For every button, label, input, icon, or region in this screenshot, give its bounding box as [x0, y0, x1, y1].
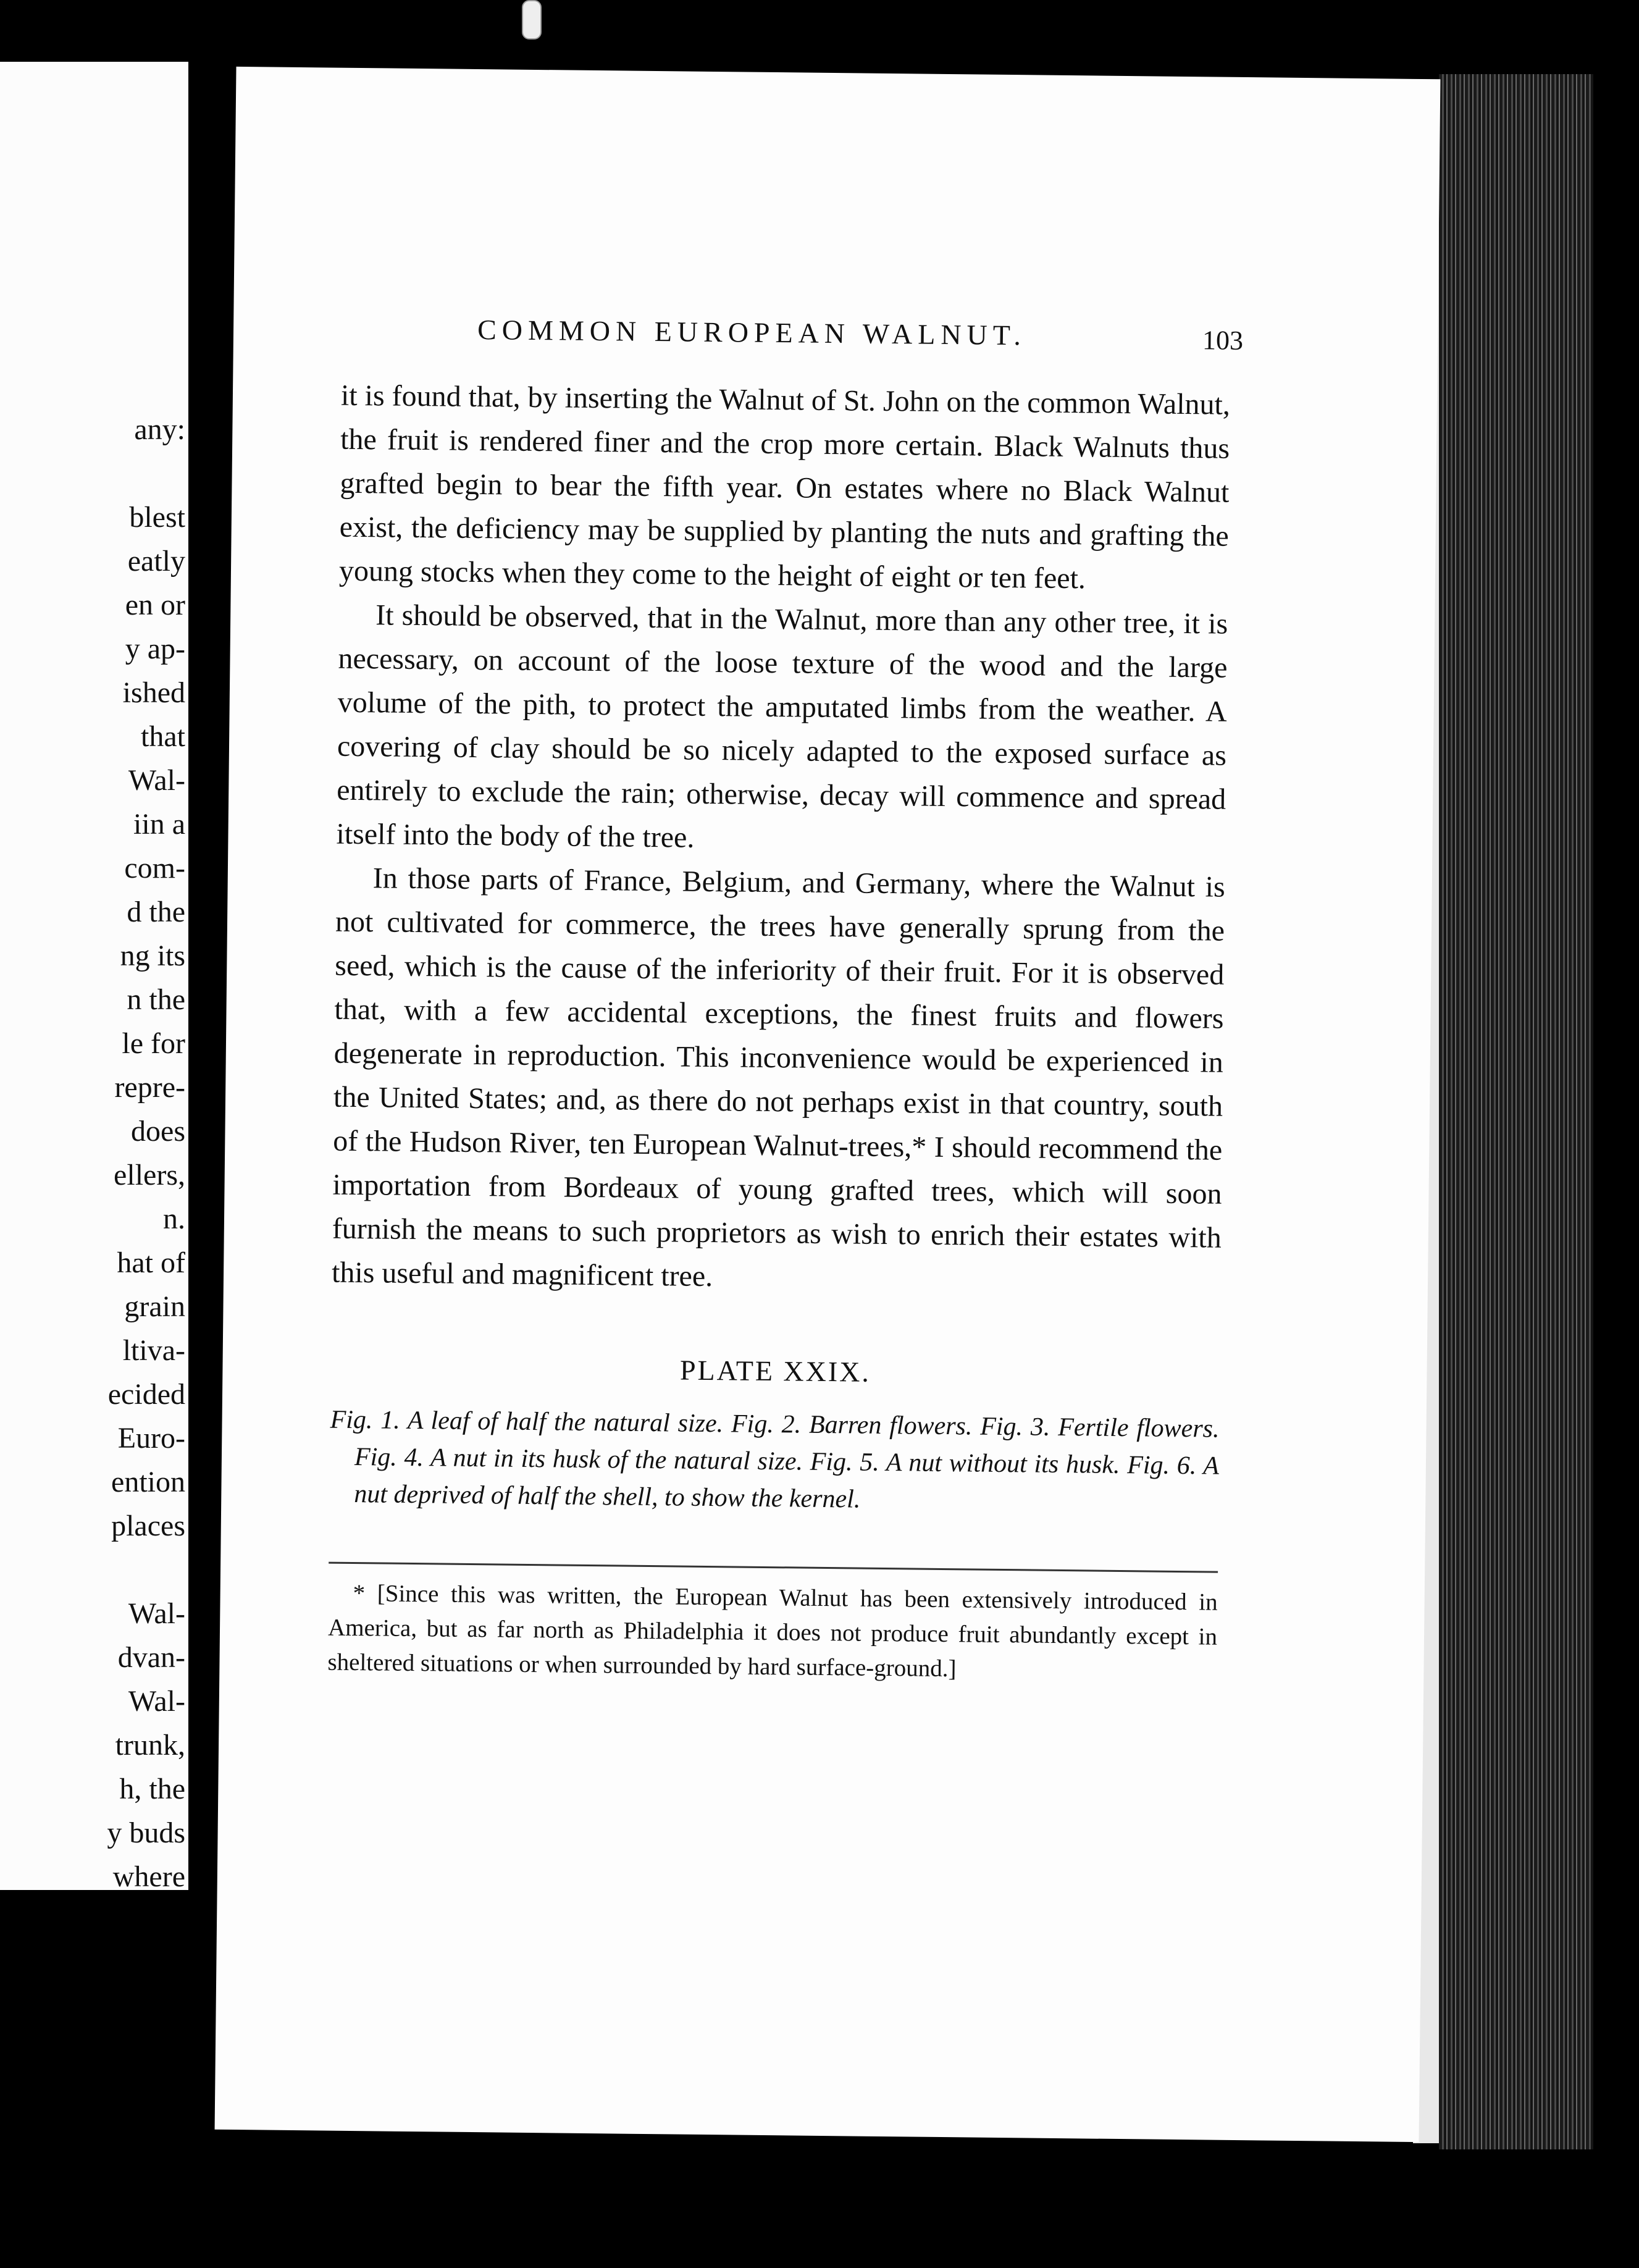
- footnote: * [Since this was written, the European Walnut has been extensively introduced in America, but as far north as Philadelphia it does not produce fruit abundantly except in sheltered situations or when surrounded by hard surface-ground.]: [327, 1579, 1218, 1682]
- left-line: y ap-: [125, 632, 185, 665]
- left-line: d the: [127, 896, 185, 928]
- plate-caption: Fig. 1. A leaf of half the natural size. Fig. 2. Barren flowers. Fig. 3. Fertile flowers. Fig. 4. A nut in its husk of the natural size. Fig. 5. A nut without its husk. Fig. 6. A nut deprived of half the shell, to show the kernel.: [330, 1405, 1220, 1514]
- left-line: blest: [129, 501, 185, 534]
- paragraph: It should be observed, that in the Walnut, more than any other tree, it is necessary, on account of the loose texture of the wood and the large volume of the pith, to protect the amputated limbs from the weather. A covering of clay should be so nicely adapted to the exposed surface as entirely to exclude the rain; otherwise, decay will commence and spread itself into the body of the tree.: [336, 598, 1228, 854]
- left-line: Wal-: [128, 764, 185, 797]
- left-page: [0, 62, 188, 1893]
- left-line: en or: [125, 589, 185, 621]
- left-line: ng its: [120, 939, 185, 972]
- left-line: where: [112, 1860, 185, 1893]
- running-head: [342, 312, 1244, 364]
- left-line: h, the: [119, 1773, 185, 1805]
- left-line: Wal-: [128, 1685, 185, 1718]
- left-page-text: [0, 408, 185, 1899]
- plate-heading: PLATE XXIX.: [679, 1354, 871, 1388]
- left-line: any:: [134, 413, 185, 446]
- page-edges: [1439, 74, 1593, 2149]
- running-title: COMMON EUROPEAN WALNUT.: [477, 313, 1027, 351]
- left-line: ished: [122, 676, 185, 709]
- left-line: n.: [163, 1203, 185, 1235]
- left-line: Euro-: [117, 1422, 185, 1455]
- paragraph: it is found that, by inserting the Walnut of St. John on the common Walnut, the fruit is rendered finer and the crop more certain. Black Walnuts thus grafted begin to bear the fifth year. On estates where no Black Walnut exist, the deficiency may be supplied by planting the nuts and grafting the young stocks when they come to the height of eight or ten feet.: [338, 379, 1231, 595]
- left-line: ellers,: [114, 1159, 185, 1191]
- page-content: [327, 312, 1244, 1689]
- left-line: Wal-: [128, 1597, 185, 1630]
- book-page: [215, 67, 1441, 2142]
- left-line: repre-: [114, 1071, 185, 1104]
- left-line: [0, 452, 185, 495]
- left-line: trunk,: [115, 1729, 185, 1762]
- left-line: n the: [127, 983, 185, 1016]
- left-line: com-: [124, 852, 185, 884]
- left-line: that: [141, 720, 185, 753]
- paragraph: In those parts of France, Belgium, and Germany, where the Walnut is not cultivated for commerce, the trees have generally sprung from the seed, which is the cause of the inferiority of their fruit. For it is observed that, with a few accidental exceptions, the finest fruits and flowers degenerate in reproduction. This inconvenience would be experienced in the United States; and, as there do not perhaps exist in that country, south of the Hudson River, ten European Walnut-trees,* I should recommend the importation from Bordeaux of young grafted trees, which will soon furnish the means to such proprietors as wish to enrich their estates with this useful and magnificent tree.: [331, 862, 1225, 1293]
- footnote-rule: [329, 1562, 1218, 1573]
- left-line: hat of: [117, 1246, 185, 1279]
- left-line: ecided: [107, 1378, 185, 1411]
- left-line: does: [131, 1115, 185, 1148]
- left-line: eatly: [127, 545, 185, 578]
- left-line: iin a: [133, 808, 185, 841]
- left-line: y buds: [107, 1816, 185, 1849]
- left-line: ention: [111, 1466, 185, 1498]
- left-line: dvan-: [117, 1641, 185, 1674]
- page-number: 103: [1202, 325, 1244, 356]
- left-line: ltiva-: [122, 1334, 185, 1367]
- left-line: le for: [122, 1027, 185, 1060]
- left-line: places: [111, 1510, 185, 1542]
- left-line: grain: [124, 1290, 185, 1323]
- left-line: [0, 1548, 185, 1592]
- bookmark-ribbon: [522, 0, 542, 40]
